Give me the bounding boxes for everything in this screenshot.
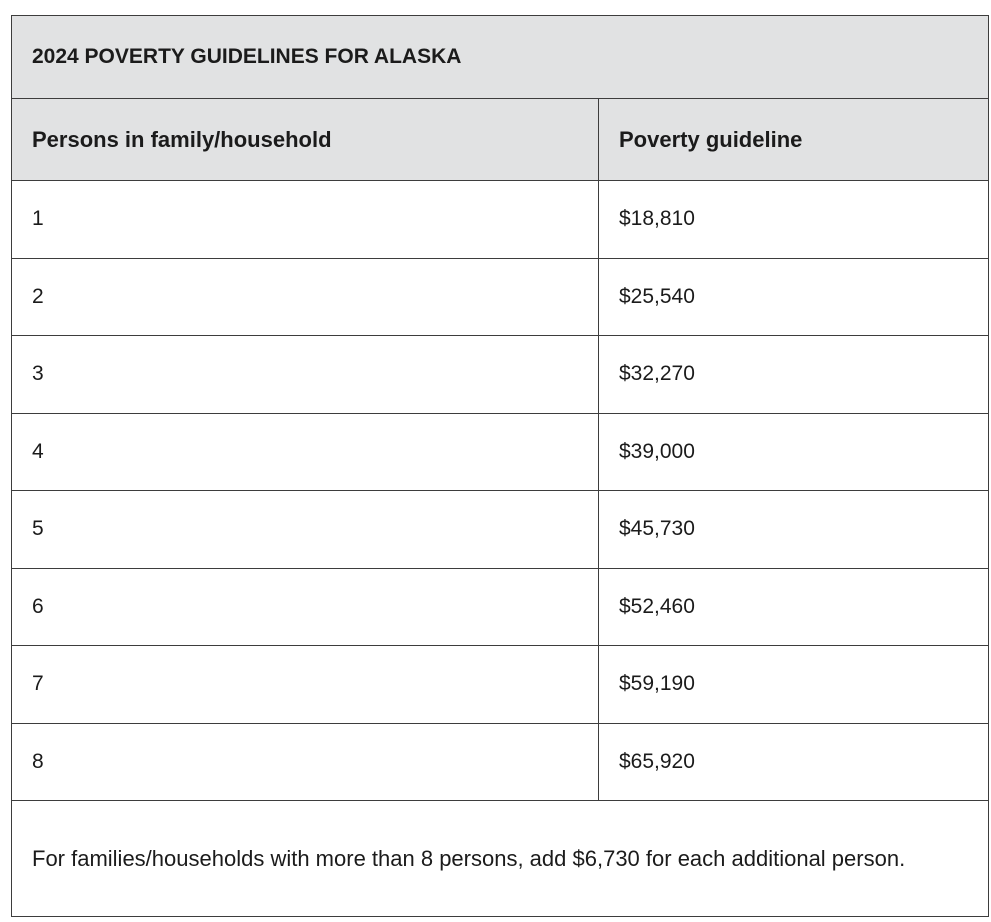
guideline-cell: $65,920 xyxy=(599,723,989,801)
table-row xyxy=(12,181,989,259)
guideline-cell: $39,000 xyxy=(599,413,989,491)
header-persons: Persons in family/household xyxy=(12,99,599,181)
persons-cell: 6 xyxy=(12,568,599,646)
table-footnote-row xyxy=(12,801,989,917)
persons-cell: 5 xyxy=(12,491,599,569)
table-title-row xyxy=(12,16,989,99)
table-row xyxy=(12,646,989,724)
poverty-guidelines-table xyxy=(11,15,989,917)
table-row xyxy=(12,258,989,336)
persons-cell: 3 xyxy=(12,336,599,414)
header-guideline: Poverty guideline xyxy=(599,99,989,181)
guideline-cell: $32,270 xyxy=(599,336,989,414)
guideline-cell: $59,190 xyxy=(599,646,989,724)
guideline-cell: $18,810 xyxy=(599,181,989,259)
guideline-cell: $25,540 xyxy=(599,258,989,336)
table-row xyxy=(12,723,989,801)
table-row xyxy=(12,413,989,491)
persons-cell: 2 xyxy=(12,258,599,336)
table-row xyxy=(12,568,989,646)
table-row xyxy=(12,491,989,569)
guideline-cell: $52,460 xyxy=(599,568,989,646)
table-title: 2024 POVERTY GUIDELINES FOR ALASKA xyxy=(12,16,989,99)
guideline-cell: $45,730 xyxy=(599,491,989,569)
persons-cell: 7 xyxy=(12,646,599,724)
table-footnote: For families/households with more than 8 persons, add $6,730 for each additional person. xyxy=(12,801,989,917)
persons-cell: 4 xyxy=(12,413,599,491)
table-header-row xyxy=(12,99,989,181)
persons-cell: 8 xyxy=(12,723,599,801)
persons-cell: 1 xyxy=(12,181,599,259)
table-row xyxy=(12,336,989,414)
